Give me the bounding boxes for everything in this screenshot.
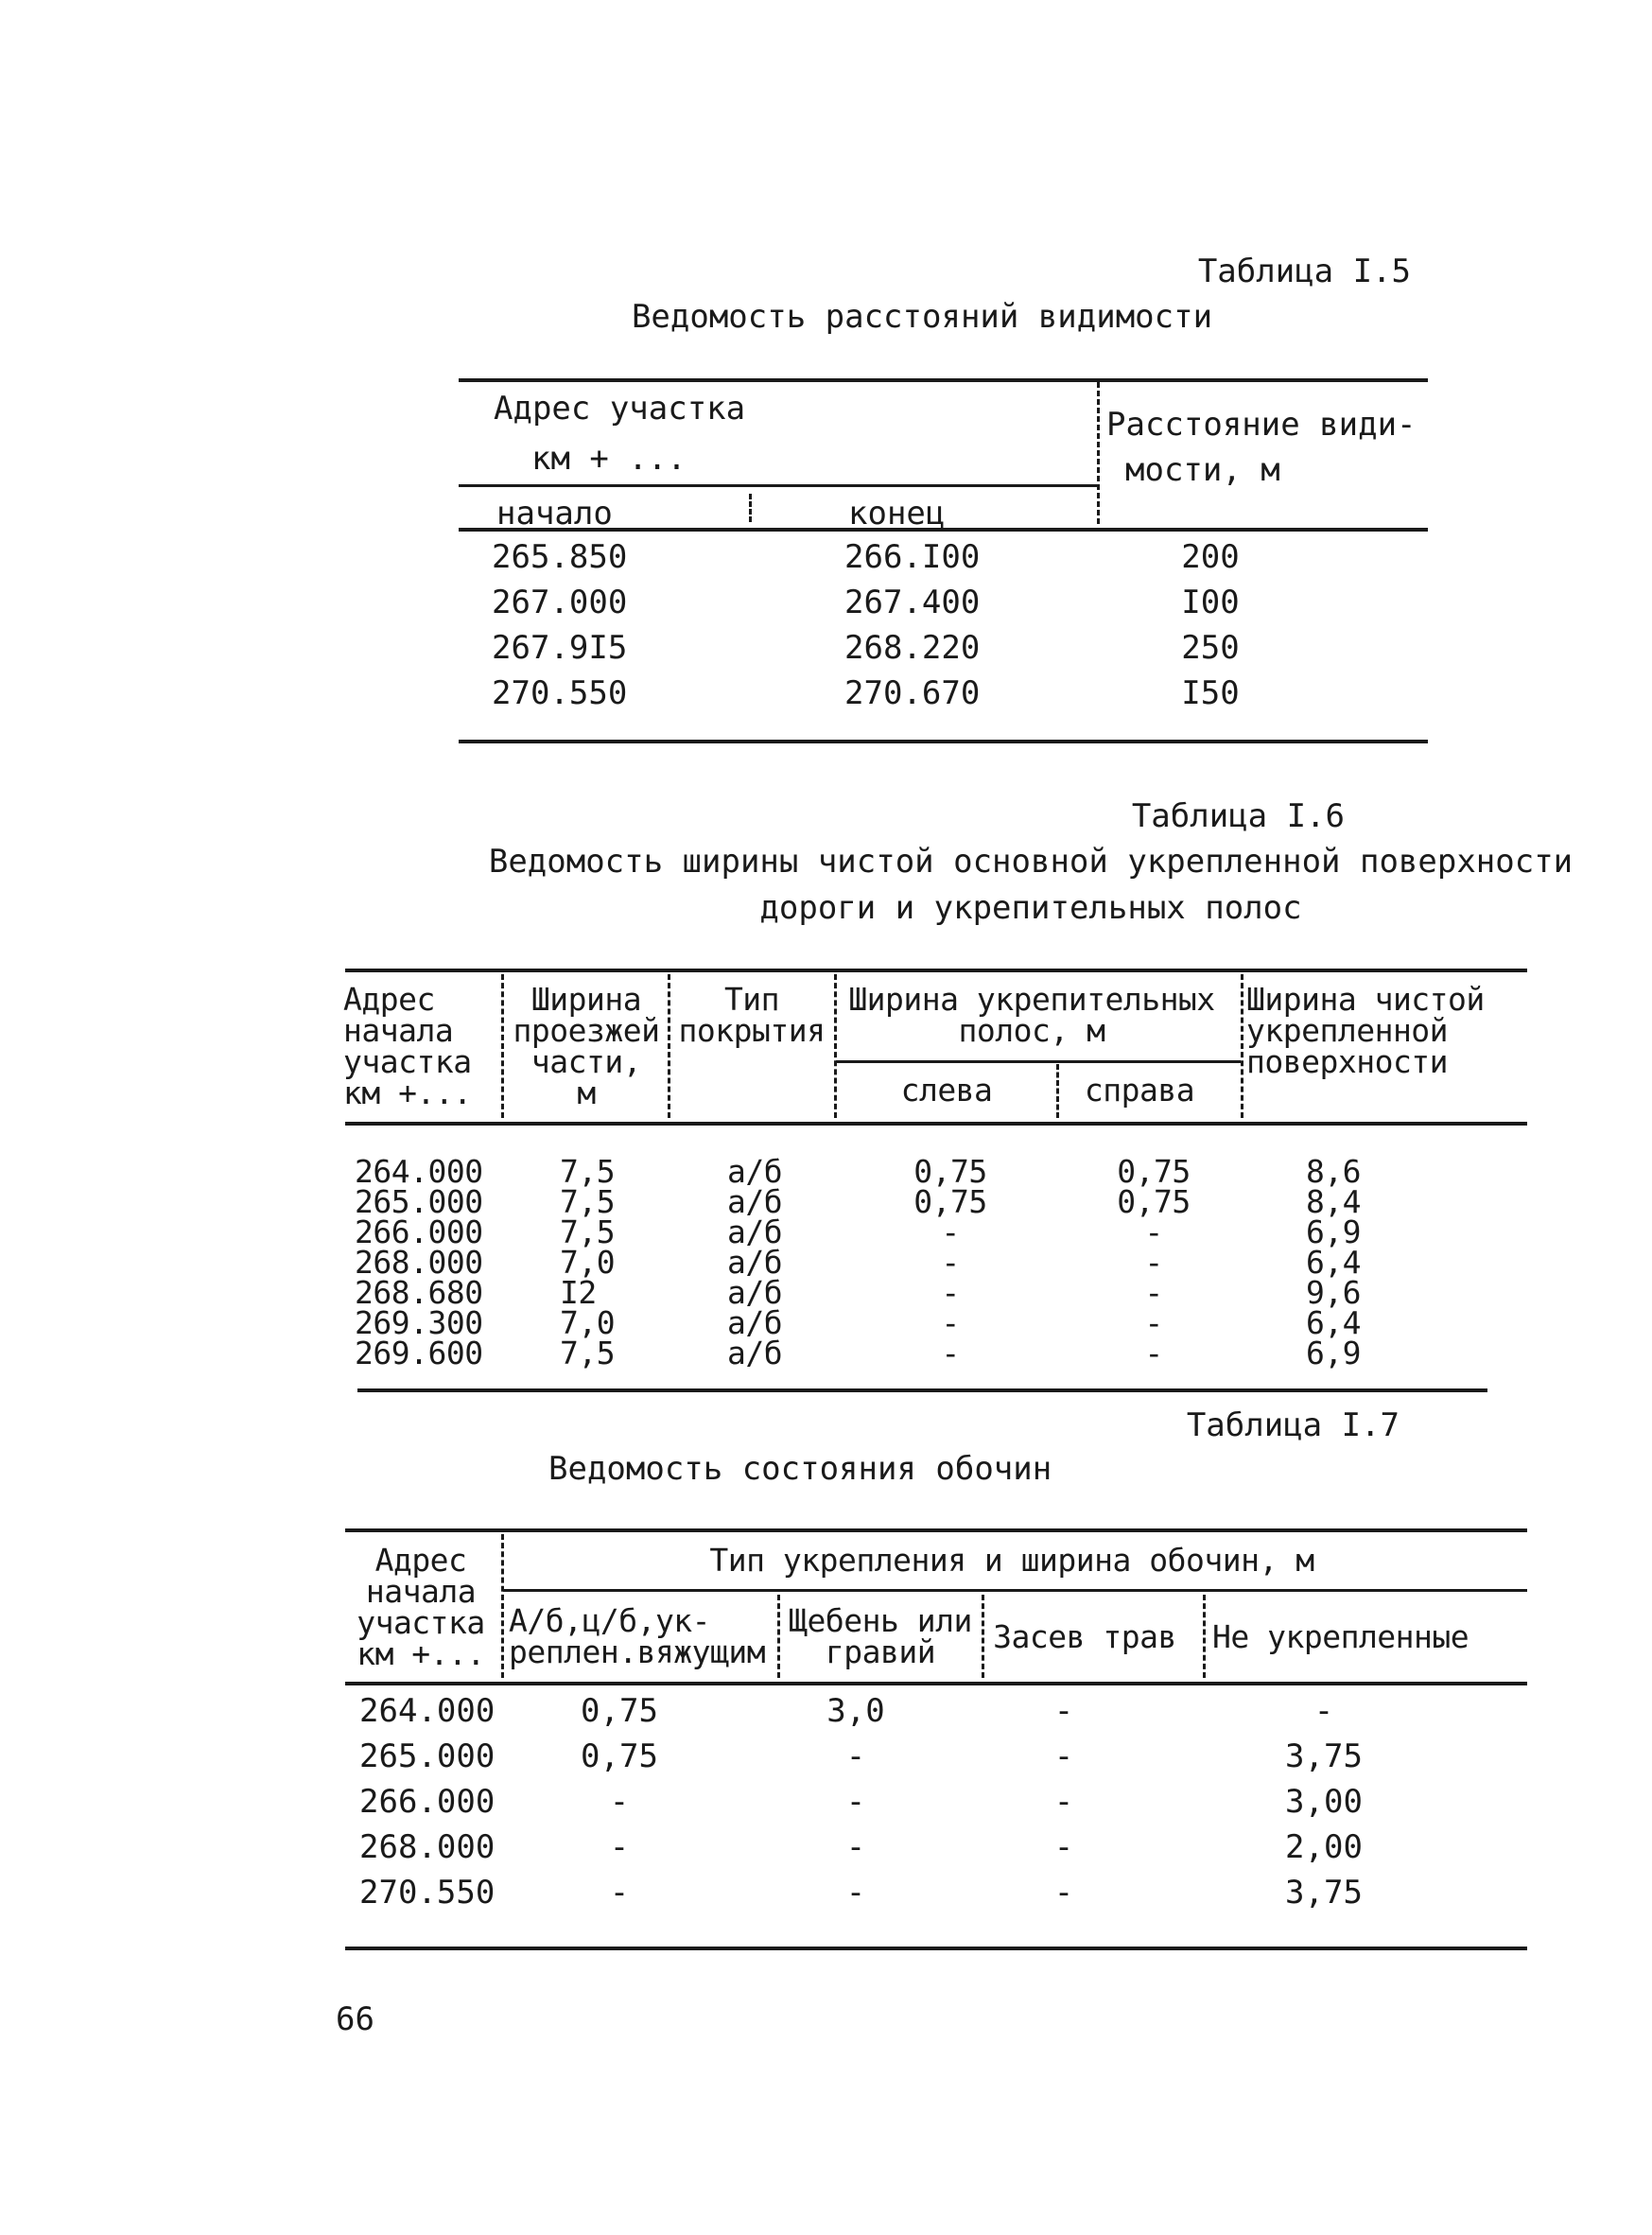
table17-cell-address: 270.550 xyxy=(359,1874,496,1912)
table15-header-address: Адрес участка xyxy=(494,390,746,428)
table16-cell-clean: 6,9 xyxy=(1305,1335,1362,1371)
table17-cell-grass: - xyxy=(1053,1783,1074,1821)
table16-cell-left: 0,75 xyxy=(913,1183,987,1220)
table17-cell-asphalt: 0,75 xyxy=(581,1737,658,1775)
table17-header-group: Тип укрепления и ширина обочин, м xyxy=(709,1542,1314,1579)
table17-cell-address: 268.000 xyxy=(359,1828,496,1866)
header-line: Адрес xyxy=(343,981,435,1018)
table17-cell-address: 266.000 xyxy=(359,1783,496,1821)
table16-cell-address: 268.000 xyxy=(355,1244,483,1281)
table16-header-address xyxy=(343,981,472,1111)
table16-cell-right: - xyxy=(1144,1335,1163,1371)
table16-cell-width: 7,5 xyxy=(560,1153,616,1190)
table16-cell-left: - xyxy=(941,1335,960,1371)
table17-cell-asphalt: - xyxy=(609,1828,630,1866)
table16-header-type xyxy=(671,981,832,1049)
header-line: м xyxy=(577,1074,596,1111)
table16-divider-3 xyxy=(834,974,837,1118)
table17-divider-3 xyxy=(982,1595,984,1678)
header-line: поверхности xyxy=(1246,1043,1449,1080)
table15-header-km: км + ... xyxy=(531,440,687,478)
table17-cell-unreinforced: 3,75 xyxy=(1285,1874,1363,1912)
table15-header-distance-unit: мости, м xyxy=(1125,451,1280,489)
table16-cell-width: 7,5 xyxy=(560,1183,616,1220)
table16-cell-type: а/б xyxy=(727,1183,783,1220)
table15-title: Ведомость расстояний видимости xyxy=(631,298,1213,336)
header-line: полос, м xyxy=(958,1012,1105,1049)
table15-cell-distance: 250 xyxy=(1181,629,1240,667)
table16-cell-width: 7,5 xyxy=(560,1214,616,1250)
table17-header-address xyxy=(340,1542,501,1672)
table15-header-start: начало xyxy=(496,495,613,533)
table16-bottom-rule xyxy=(357,1388,1487,1392)
table16-divider-1 xyxy=(501,974,504,1118)
table16-cell-right: 0,75 xyxy=(1117,1183,1191,1220)
table16-cell-right: 0,75 xyxy=(1117,1153,1191,1190)
table15-cell-start: 267.000 xyxy=(492,584,628,621)
table17-cell-unreinforced: - xyxy=(1313,1692,1334,1730)
table15-cell-start: 265.850 xyxy=(492,538,628,576)
table15-vertical-divider xyxy=(1097,382,1100,524)
table16-cell-clean: 6,9 xyxy=(1305,1214,1362,1250)
table17-cell-grass: - xyxy=(1053,1874,1074,1912)
table16-cell-right: - xyxy=(1144,1274,1163,1311)
header-line: Ширина xyxy=(530,981,642,1018)
table16-cell-clean: 6,4 xyxy=(1305,1244,1362,1281)
table17-cell-gravel: - xyxy=(845,1874,866,1912)
table15-cell-distance: 200 xyxy=(1181,538,1240,576)
table16-cell-width: 7,0 xyxy=(560,1244,616,1281)
table16-cell-address: 266.000 xyxy=(355,1214,483,1250)
table17-cell-gravel: - xyxy=(845,1737,866,1775)
table15-start-end-divider xyxy=(749,494,752,522)
table16-cell-left: 0,75 xyxy=(913,1153,987,1190)
table16-cell-address: 269.300 xyxy=(355,1304,483,1341)
table17-group-subrule xyxy=(503,1589,1527,1592)
table16-header-rule xyxy=(345,1122,1527,1126)
table17-divider-1 xyxy=(501,1534,504,1678)
table15-cell-end: 267.400 xyxy=(844,584,981,621)
table17-top-rule xyxy=(345,1528,1527,1532)
table17-cell-unreinforced: 3,75 xyxy=(1285,1737,1363,1775)
table17-cell-gravel: - xyxy=(845,1783,866,1821)
table16-cell-type: а/б xyxy=(727,1153,783,1190)
table15-bottom-rule xyxy=(459,740,1428,743)
table17-cell-unreinforced: 3,00 xyxy=(1285,1783,1363,1821)
table17-header-unreinforced: Не укрепленные xyxy=(1212,1618,1469,1655)
table16-header-strips xyxy=(838,981,1226,1049)
table16-cell-right: - xyxy=(1144,1244,1163,1281)
table16-cell-width: I2 xyxy=(560,1274,597,1311)
header-line: гравий xyxy=(825,1633,936,1670)
table15-label: Таблица I.5 xyxy=(1197,253,1411,290)
table15-subheader-rule xyxy=(459,484,1097,487)
table15-cell-distance: I50 xyxy=(1181,674,1240,712)
table15-header-distance: Расстояние види- xyxy=(1106,406,1417,444)
table17-header-rule xyxy=(345,1682,1527,1685)
table16-label: Таблица I.6 xyxy=(1131,797,1345,835)
header-line: начала xyxy=(365,1573,477,1610)
header-line: км +... xyxy=(343,1074,472,1111)
table16-cell-clean: 6,4 xyxy=(1305,1304,1362,1341)
table16-cell-right: - xyxy=(1144,1304,1163,1341)
table16-cell-address: 264.000 xyxy=(355,1153,483,1190)
table17-header-asphalt xyxy=(509,1602,766,1670)
table17-cell-asphalt: 0,75 xyxy=(581,1692,658,1730)
table16-cell-clean: 9,6 xyxy=(1305,1274,1362,1311)
table16-header-left: слева xyxy=(900,1072,993,1109)
table16-cell-width: 7,5 xyxy=(560,1335,616,1371)
table17-divider-2 xyxy=(777,1595,780,1678)
header-line: А/б,ц/б,ук- xyxy=(509,1602,711,1639)
header-line: участка xyxy=(356,1604,485,1641)
table16-divider-2 xyxy=(668,974,670,1118)
table15-header-end: конец xyxy=(848,495,946,533)
table16-cell-width: 7,0 xyxy=(560,1304,616,1341)
table17-cell-gravel: - xyxy=(845,1828,866,1866)
table16-cell-type: а/б xyxy=(727,1244,783,1281)
header-line: Ширина укрепительных xyxy=(848,981,1215,1018)
table15-cell-end: 266.I00 xyxy=(844,538,981,576)
header-line: Тип xyxy=(723,981,780,1018)
table16-title-line1: Ведомость ширины чистой основной укрепленной поверхности xyxy=(488,843,1574,881)
table15-cell-start: 270.550 xyxy=(492,674,628,712)
header-line: Адрес xyxy=(374,1542,467,1579)
table15-cell-start: 267.9I5 xyxy=(492,629,628,667)
table16-header-width xyxy=(506,981,667,1111)
table16-cell-address: 268.680 xyxy=(355,1274,483,1311)
table16-cell-left: - xyxy=(941,1274,960,1311)
table17-bottom-rule xyxy=(345,1947,1527,1950)
header-line: участка xyxy=(343,1043,472,1080)
table16-cell-clean: 8,6 xyxy=(1305,1153,1362,1190)
table16-divider-4 xyxy=(1241,974,1243,1118)
table17-header-gravel xyxy=(781,1602,980,1670)
table16-cell-type: а/б xyxy=(727,1335,783,1371)
table16-cell-type: а/б xyxy=(727,1214,783,1250)
header-line: реплен.вяжущим xyxy=(509,1633,766,1670)
table16-cell-clean: 8,4 xyxy=(1305,1183,1362,1220)
table17-cell-grass: - xyxy=(1053,1828,1074,1866)
table17-cell-address: 264.000 xyxy=(359,1692,496,1730)
table17-label: Таблица I.7 xyxy=(1186,1406,1400,1444)
table16-title-line2: дороги и укрепительных полос xyxy=(759,889,1302,927)
table15-cell-end: 270.670 xyxy=(844,674,981,712)
table16-top-rule xyxy=(345,969,1527,972)
table16-cell-address: 269.600 xyxy=(355,1335,483,1371)
table17-title: Ведомость состояния обочин xyxy=(548,1450,1052,1488)
table17-cell-asphalt: - xyxy=(609,1783,630,1821)
header-line: км +... xyxy=(356,1635,485,1672)
table15-header-rule xyxy=(459,528,1428,532)
table16-strips-subrule xyxy=(836,1060,1241,1063)
table16-header-right: справа xyxy=(1084,1072,1195,1109)
table15-top-rule xyxy=(459,378,1428,382)
header-line: покрытия xyxy=(678,1012,826,1049)
header-line: проезжей xyxy=(513,1012,660,1049)
header-line: Ширина чистой xyxy=(1246,981,1485,1018)
table17-cell-grass: - xyxy=(1053,1692,1074,1730)
table15-cell-end: 268.220 xyxy=(844,629,981,667)
table16-cell-left: - xyxy=(941,1304,960,1341)
header-line: укрепленной xyxy=(1246,1012,1449,1049)
table17-cell-grass: - xyxy=(1053,1737,1074,1775)
table17-cell-gravel: 3,0 xyxy=(826,1692,885,1730)
table16-cell-type: а/б xyxy=(727,1274,783,1311)
header-line: Щебень или xyxy=(789,1602,972,1639)
table15-cell-distance: I00 xyxy=(1181,584,1240,621)
table16-cell-right: - xyxy=(1144,1214,1163,1250)
table16-header-clean xyxy=(1246,981,1485,1080)
page-number: 66 xyxy=(336,2000,374,2038)
table17-cell-unreinforced: 2,00 xyxy=(1285,1828,1363,1866)
table17-header-grass: Засев трав xyxy=(993,1618,1176,1655)
table16-cell-type: а/б xyxy=(727,1304,783,1341)
table17-cell-address: 265.000 xyxy=(359,1737,496,1775)
table17-cell-asphalt: - xyxy=(609,1874,630,1912)
table16-cell-left: - xyxy=(941,1244,960,1281)
table16-cell-address: 265.000 xyxy=(355,1183,483,1220)
header-line: части, xyxy=(530,1043,642,1080)
header-line: начала xyxy=(343,1012,454,1049)
table16-cell-left: - xyxy=(941,1214,960,1250)
table17-divider-4 xyxy=(1203,1595,1206,1678)
